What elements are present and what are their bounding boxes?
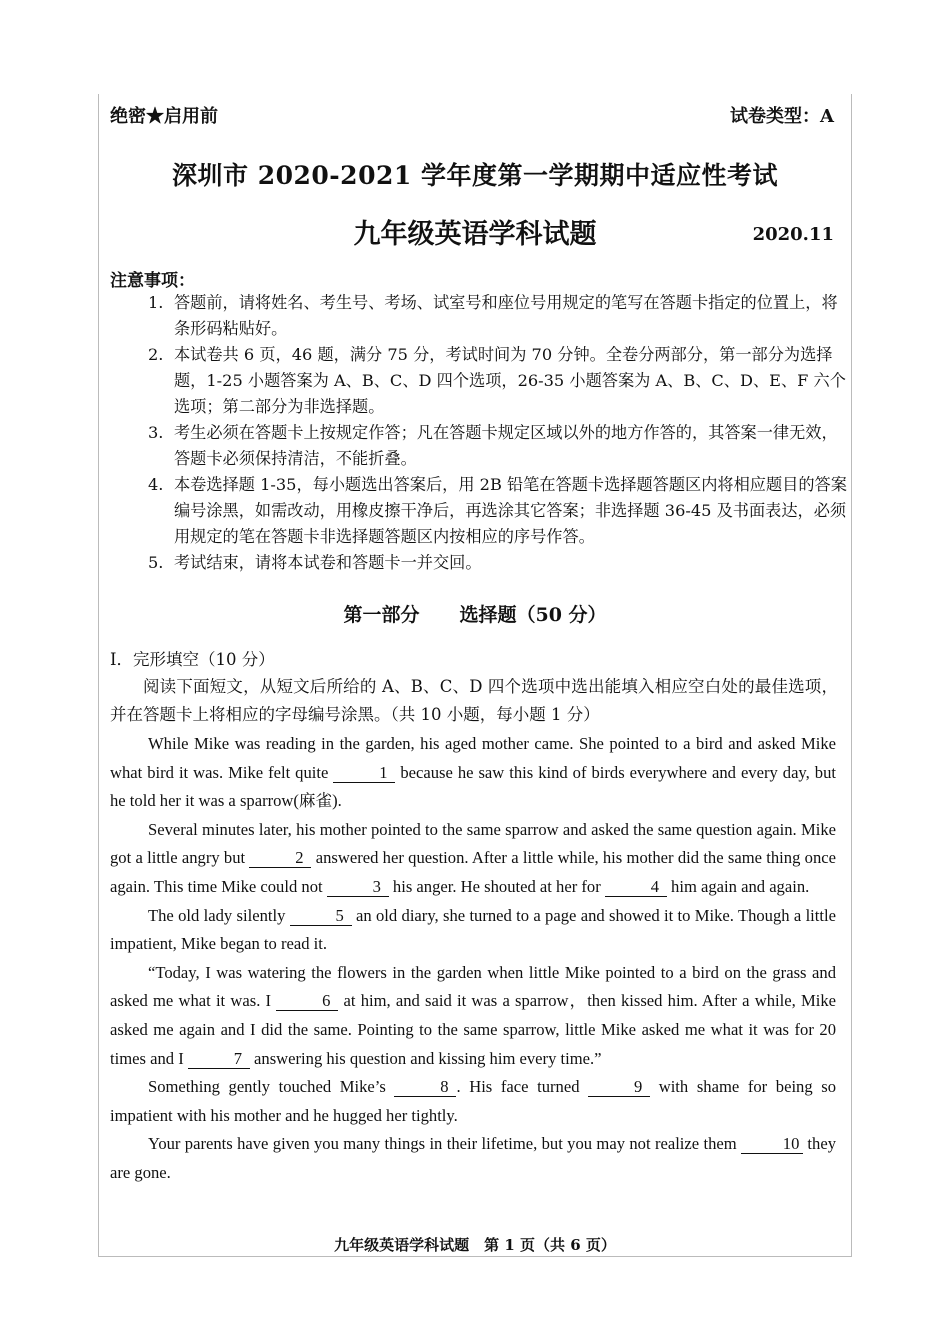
blank: 8 [394, 1078, 456, 1097]
note-number: 1. [148, 293, 164, 312]
section-heading [0, 600, 950, 627]
cloze-passage [110, 730, 836, 1188]
blank: 6 [276, 992, 338, 1011]
note-item [148, 342, 848, 420]
passage-text: answered her question. After a little while, his mother did the same thing once again. This time Mike could not [110, 848, 836, 896]
blank: 3 [327, 878, 389, 897]
passage-paragraph [110, 730, 836, 816]
note-number: 5. [148, 553, 164, 572]
blank: 4 [605, 878, 667, 897]
exam-date: 2020.11 [752, 224, 834, 245]
note-item [148, 472, 848, 550]
passage-text: they are gone. [110, 1134, 836, 1182]
passage-paragraph [110, 816, 836, 902]
blank: 9 [588, 1078, 650, 1097]
page-footer: 九年级英语学科试题 第 1 页（共 6 页） [334, 1236, 616, 1254]
note-item [148, 420, 848, 472]
note-text: 考生必须在答题卡上按规定作答；凡在答题卡规定区域以外的地方作答的，其答案一律无效，答题卡必须保持清洁，不能折叠。 [174, 423, 838, 468]
part1-instruction: 阅读下面短文，从短文后所给的 A、B、C、D 四个选项中选出能填入相应空白处的最佳选项，并在答题卡上将相应的字母编号涂黑。（共 10 小题，每小题 1 分） [110, 677, 838, 724]
passage-text: The old lady silently [148, 905, 290, 925]
passage-text: Something gently touched Mike’s [148, 1077, 395, 1097]
blank: 10 [741, 1135, 803, 1154]
note-item [148, 290, 848, 342]
note-number: 3. [148, 423, 164, 442]
passage-paragraph [110, 1130, 836, 1187]
passage-paragraph [110, 959, 836, 1073]
section-name: 选择题（50 分） [459, 604, 607, 626]
note-number: 4. [148, 475, 164, 494]
passage-text: his anger. He shouted at her for [388, 876, 605, 896]
exam-subtitle: 九年级英语学科试题 [353, 219, 597, 250]
passage-text: with shame for being so impatient with his mother and he hugged her tightly. [110, 1077, 837, 1125]
passage-text: because he saw this kind of birds everywhere and every day, but he told her it was a sparrow(麻雀). [110, 762, 836, 811]
paper-type-label: 试卷类型：A [730, 106, 834, 127]
passage-text: While Mike was reading in the garden, his aged mother came. She pointed to a bird and asked Mike what bird it was. Mike felt quite [110, 734, 836, 782]
passage-text: Several minutes later, his mother pointed to the same sparrow and asked the same question again. Mike got a little angry but [110, 819, 836, 868]
confidential-label: 绝密★启用前 [110, 106, 218, 127]
note-text: 考试结束，请将本试卷和答题卡一并交回。 [174, 553, 482, 572]
section-part: 第一部分 [343, 604, 420, 626]
blank: 7 [188, 1050, 250, 1069]
note-item [148, 550, 848, 576]
passage-text: him again and again. [666, 876, 810, 896]
passage-text: at him, and said it was a sparrow，then kissed him. After a while, Mike asked me again and I did the same. Pointing to the same sparrow, little Mike asked me what it was for 20 times and I [110, 991, 836, 1068]
passage-paragraph [110, 1073, 836, 1130]
passage-text: . His face turned [456, 1077, 589, 1097]
blank: 5 [290, 907, 352, 926]
note-text: 本试卷共 6 页，46 题，满分 75 分，考试时间为 70 分钟。全卷分两部分，第一部分为选择题，1-25 小题答案为 A、B、C、D 四个选项，26-35 小题答案为 A、B、C、D、E、F 六个选项；第二部分为非选择题。 [174, 345, 846, 416]
passage-text: “Today, I was watering the flowers in the garden when little Mike pointed to a bird on the grass and asked me what it was. I [110, 962, 836, 1011]
notes-list [148, 290, 848, 576]
note-text: 答题前，请将姓名、考生号、考场、试室号和座位号用规定的笔写在答题卡指定的位置上，将条形码粘贴好。 [174, 293, 838, 338]
notes-heading: 注意事项： [110, 271, 195, 291]
note-number: 2. [148, 345, 164, 364]
passage-text: Your parents have given you many things in their lifetime, but you may not realize them [148, 1134, 742, 1154]
part1-title: I．完形填空（10 分） [110, 650, 275, 669]
blank: 2 [249, 849, 311, 868]
passage-text: an old diary, she turned to a page and showed it to Mike. Though a little impatient, Mike began to read it. [110, 905, 836, 954]
blank: 1 [333, 764, 395, 783]
exam-title: 深圳市 2020-2021 学年度第一学期期中适应性考试 [172, 161, 778, 190]
passage-paragraph [110, 902, 836, 959]
note-text: 本卷选择题 1-35，每小题选出答案后，用 2B 铅笔在答题卡选择题答题区内将相应题目的答案编号涂黑，如需改动，用橡皮擦干净后，再选涂其它答案；非选择题 36-45 及书面表达，必须用规定的笔在答题卡非选择题答题区内按相应的序号作答。 [174, 475, 847, 546]
passage-text: answering his question and kissing him every time.” [249, 1048, 602, 1068]
